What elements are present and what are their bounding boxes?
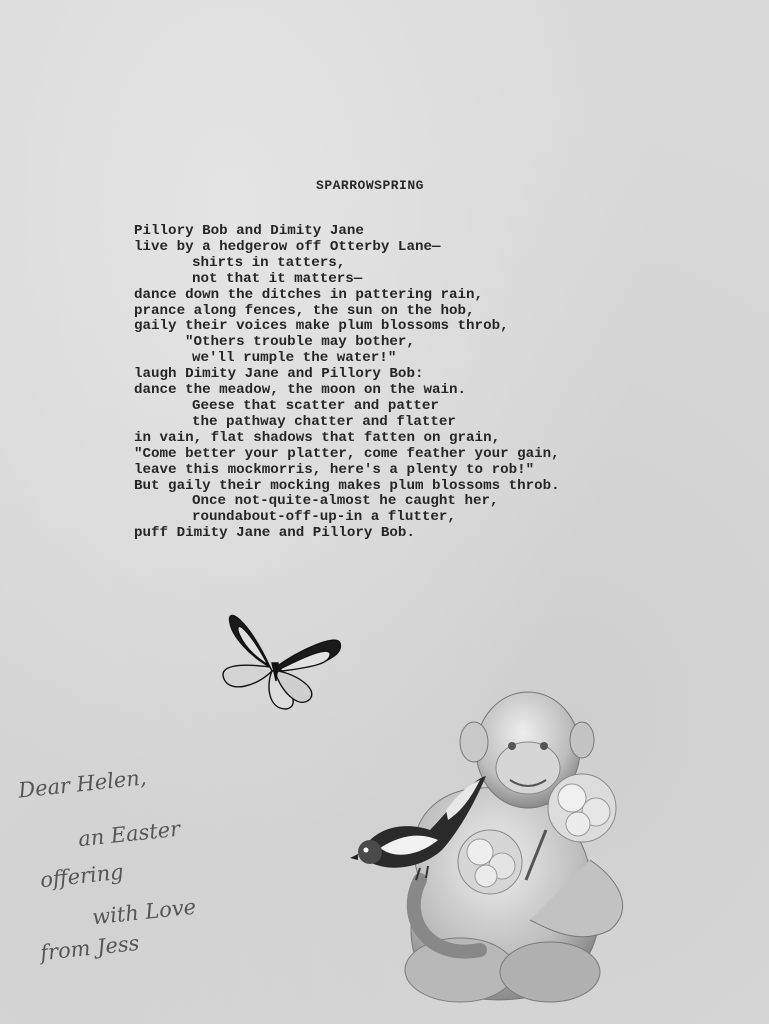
poem-line: Geese that scatter and patter xyxy=(192,397,439,414)
poem-line: "Come better your platter, come feather your gain, xyxy=(134,445,560,462)
poem-line: live by a hedgerow off Otterby Lane— xyxy=(134,238,441,255)
poem-line: leave this mockmorris, here's a plenty to rob!" xyxy=(134,461,535,478)
note-line: offering xyxy=(38,859,125,893)
poem-line: dance down the ditches in pattering rain, xyxy=(134,286,484,303)
poem-line: roundabout-off-up-in a flutter, xyxy=(192,509,456,526)
poem-line: laugh Dimity Jane and Pillory Bob: xyxy=(134,366,424,383)
poem-line: we'll rumple the water!" xyxy=(192,350,397,367)
poem-line: in vain, flat shadows that fatten on grain, xyxy=(134,429,501,446)
poem-line: gaily their voices make plum blossoms throb, xyxy=(134,318,509,335)
poem-line: prance along fences, the sun on the hob, xyxy=(134,302,475,319)
poem-line: dance the meadow, the moon on the wain. xyxy=(134,382,467,399)
note-line: with Love xyxy=(91,894,198,930)
poem-title: SPARROWSPRING xyxy=(316,178,424,193)
note-line: from Jess xyxy=(39,930,141,966)
poem-line: Once not-quite-almost he caught her, xyxy=(192,493,499,510)
poem-line: "Others trouble may bother, xyxy=(185,334,415,351)
poem-line: Pillory Bob and Dimity Jane xyxy=(134,223,364,239)
poem-line: But gaily their mocking makes plum blossoms throb. xyxy=(134,477,560,494)
note-line: Dear Helen, xyxy=(17,765,148,803)
poem-line: shirts in tatters, xyxy=(192,254,346,271)
note-line: an Easter xyxy=(77,816,182,852)
poem-line: the pathway chatter and flatter xyxy=(192,413,456,430)
poem-line: puff Dimity Jane and Pillory Bob. xyxy=(134,525,415,542)
poem-line: not that it matters— xyxy=(192,270,363,287)
